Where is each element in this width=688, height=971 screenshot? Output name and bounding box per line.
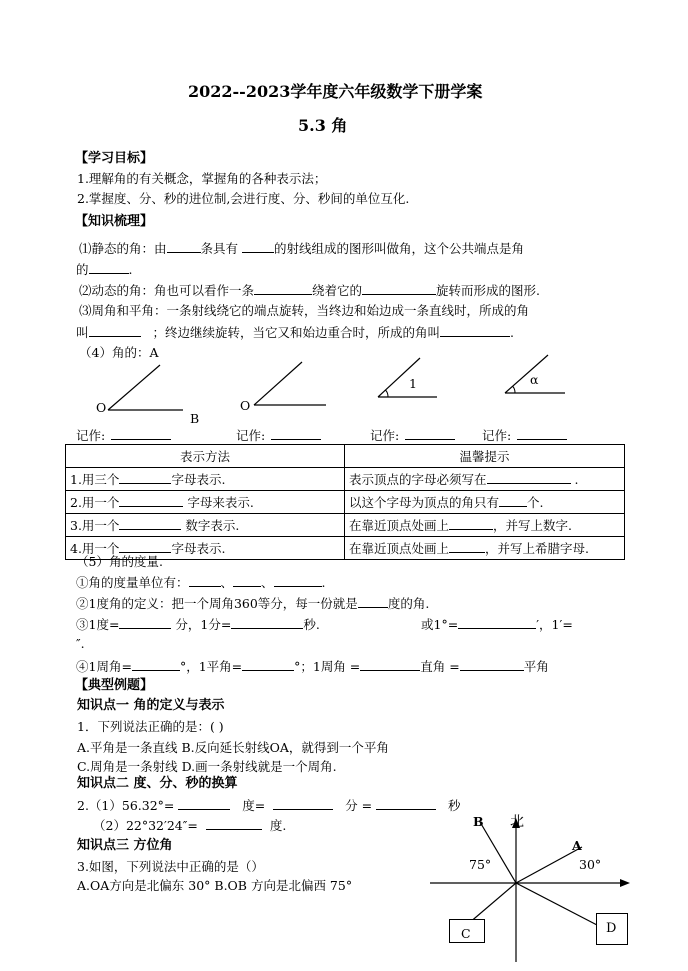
blank — [119, 517, 181, 530]
text: 在靠近顶点处画上 — [349, 518, 450, 533]
text: 个. — [527, 495, 544, 510]
measure-q2 — [76, 595, 429, 612]
text: 度. — [269, 818, 287, 833]
table-row — [66, 468, 625, 491]
example-1-options-ab: A.平角是一条直线 B.反向延长射线OA，就得到一个平角 — [77, 740, 389, 755]
blank — [206, 817, 262, 830]
text: 字母表示. — [171, 541, 226, 556]
lesson-title: 5.3 角 — [298, 116, 348, 135]
measure-q1 — [76, 574, 326, 591]
text: 秒 — [448, 798, 461, 813]
measure-heading: （5）角的度量. — [76, 554, 163, 569]
blank — [119, 494, 183, 507]
label-alpha: α — [530, 372, 539, 387]
compass-angle-75: 75° — [469, 857, 492, 872]
measure-q3-end: ″. — [76, 636, 85, 651]
table-header-row — [66, 445, 625, 468]
compass-label-C: C — [461, 926, 471, 941]
knowledge-point-1: 知识点一 角的定义与表示 — [77, 698, 225, 713]
ray-OA — [108, 365, 160, 410]
label-O2: O — [240, 398, 251, 413]
blank — [189, 574, 221, 587]
text: 、 — [261, 575, 274, 590]
text: 2.（1）56.32°= — [77, 798, 175, 813]
example-2-part-2 — [93, 817, 286, 834]
measure-q3 — [76, 616, 320, 633]
ray-OB-compass — [480, 822, 516, 883]
text: 3.用一个 — [70, 518, 120, 533]
text: 度的角. — [387, 596, 430, 611]
goals-heading: 【学习目标】 — [75, 151, 154, 166]
blank — [360, 658, 420, 671]
note-2 — [236, 427, 321, 444]
text: 条具有 — [200, 241, 239, 256]
review-heading: 【知识梳理】 — [75, 214, 154, 229]
text: ；终边继续旋转，当它又和始边重合时，所成的角叫 — [152, 325, 440, 340]
label-B: B — [190, 411, 200, 426]
ray-4a — [505, 355, 548, 393]
text: 的射线组成的图形叫做角，这个公共端点是角 — [274, 241, 525, 256]
text: 旋转而形成的图形. — [436, 283, 541, 298]
table-header: 表示方法 — [66, 445, 345, 468]
blank — [242, 658, 294, 671]
blank — [119, 471, 171, 484]
angle-arc-1 — [386, 390, 389, 397]
table-cell — [345, 491, 625, 514]
text: 在靠近顶点处画上 — [349, 541, 450, 556]
blank — [499, 494, 527, 507]
text: ，并写上数字. — [493, 518, 572, 533]
ray-OD-compass — [516, 883, 597, 925]
blank — [111, 427, 171, 440]
text: 分 = — [345, 798, 373, 813]
text: °，1平角= — [179, 659, 243, 674]
compass-label-B: B — [473, 814, 484, 829]
text: 度= — [242, 798, 266, 813]
knowledge-point-3: 知识点三 方位角 — [77, 838, 173, 853]
blank — [233, 574, 261, 587]
label-O1: O — [96, 400, 107, 415]
example-1-options-cd: C.周角是一条射线 D.画一条射线就是一个周角. — [77, 759, 337, 774]
table-cell — [66, 491, 345, 514]
angle-arc-alpha — [513, 386, 516, 393]
text: 4.用一个 — [70, 541, 120, 556]
blank — [358, 595, 388, 608]
examples-heading: 【典型例题】 — [75, 678, 154, 693]
text: 数字表示. — [185, 518, 240, 533]
text: 平角 — [523, 659, 549, 674]
text: 、 — [220, 575, 234, 590]
text: ④1周角= — [76, 659, 132, 674]
note-1 — [76, 427, 171, 444]
text: 字母来表示. — [187, 495, 254, 510]
knowledge-point-2: 知识点二 度、分、秒的换算 — [77, 776, 238, 791]
compass-label-A: A — [572, 838, 582, 853]
example-3-question: 3.如图，下列说法中正确的是（） — [77, 859, 264, 874]
text: ⑵动态的角：角也可以看作一条 — [79, 283, 255, 298]
text: 记作: — [370, 428, 400, 443]
text: 以这个字母为顶点的角只有 — [349, 495, 500, 510]
compass-angle-30: 30° — [579, 857, 602, 872]
review-p4: （4）角的：A — [79, 345, 159, 360]
table-cell — [345, 514, 625, 537]
ray-2a — [254, 362, 302, 405]
measure-q3-alt — [421, 616, 573, 633]
example-1-question: 1．下列说法正确的是：( ) — [77, 719, 224, 734]
note-3 — [370, 427, 455, 444]
north-label: 北 — [510, 814, 524, 830]
east-arrow — [620, 879, 630, 887]
example-2-part-1 — [77, 797, 461, 814]
blank — [487, 471, 571, 484]
text: . — [574, 472, 579, 487]
blank — [119, 540, 171, 553]
text: 字母表示. — [171, 472, 226, 487]
blank — [119, 616, 171, 629]
blank — [458, 616, 536, 629]
text: 叫 — [76, 325, 89, 340]
table-row — [66, 491, 625, 514]
methods-table — [65, 444, 625, 560]
text: 或1°= — [421, 617, 459, 632]
blank — [449, 540, 485, 553]
goal-item-1: 1.理解角的有关概念，掌握角的各种表示法； — [77, 171, 327, 186]
review-p1-cont: 的 . — [76, 262, 133, 277]
review-p3: ⑶周角和平角：一条射线绕它的端点旋转，当终边和始边成一条直线时，所成的角 — [79, 303, 530, 318]
text: （2）22°32′24″= — [93, 818, 198, 833]
note-4 — [482, 427, 567, 444]
blank — [273, 797, 333, 810]
compass-box-D — [596, 913, 628, 945]
blank — [460, 658, 524, 671]
text: 直角 = — [420, 659, 460, 674]
blank — [376, 797, 436, 810]
compass-box-C — [449, 919, 485, 943]
table-cell — [66, 468, 345, 491]
table-cell — [345, 468, 625, 491]
goal-item-2: 2.掌握度、分、秒的进位制,会进行度、分、秒间的单位互化. — [77, 191, 410, 206]
text: ③1度= — [76, 617, 120, 632]
example-3-options: A.OA方向是北偏东 30° B.OB 方向是北偏西 75° — [77, 878, 353, 893]
table-header: 温馨提示 — [345, 445, 625, 468]
blank — [271, 427, 321, 440]
measure-q4 — [76, 658, 549, 675]
blank — [449, 517, 493, 530]
document-title: 2022--2023学年度六年级数学下册学案 — [188, 82, 483, 101]
compass-label-D: D — [606, 921, 617, 936]
text: 1.用三个 — [70, 472, 120, 487]
text: . — [321, 575, 326, 590]
text: 表示顶点的字母必须写在 — [349, 472, 487, 487]
text: 秒. — [303, 617, 320, 632]
text: ，并写上希腊字母. — [485, 541, 589, 556]
text: 绕着它的 — [312, 283, 363, 298]
blank — [517, 427, 567, 440]
table-cell — [345, 537, 625, 560]
text: 记作: — [76, 428, 106, 443]
blank — [231, 616, 303, 629]
text: ②1度角的定义：把一个周角360等分，每一份就是 — [76, 596, 358, 611]
blank — [274, 574, 322, 587]
blank — [132, 658, 180, 671]
text: 记作: — [236, 428, 266, 443]
table-row — [66, 514, 625, 537]
text: 的 — [76, 262, 89, 277]
label-angle-1: 1 — [409, 376, 417, 391]
text: 记作: — [482, 428, 512, 443]
blank — [178, 797, 230, 810]
text: ′，1′= — [536, 617, 573, 632]
text: 2.用一个 — [70, 495, 120, 510]
text: 分，1分= — [175, 617, 232, 632]
text: ⑴静态的角：由 — [79, 241, 167, 256]
text: ①角的度量单位有： — [76, 575, 189, 590]
text: °；1周角 = — [294, 659, 361, 674]
table-cell — [66, 514, 345, 537]
blank — [405, 427, 455, 440]
review-p3-cont: 叫 ；终边继续旋转，当它又和始边重合时，所成的角叫 . — [76, 325, 514, 340]
